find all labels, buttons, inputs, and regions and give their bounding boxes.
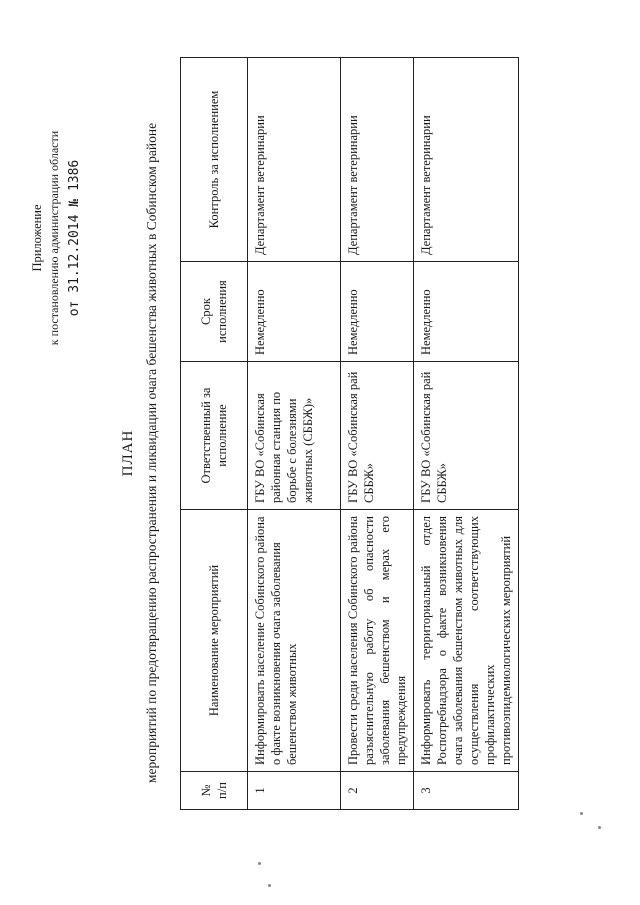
cell-name: Информировать население Собинского района о факте возникновения очага заболевания бешенством животных [248, 510, 341, 772]
header-responsible: Ответственный за исполнение [181, 362, 248, 510]
cell-num: 2 [341, 772, 414, 810]
cell-term: Немедленно [341, 262, 414, 362]
cell-term: Немедленно [248, 262, 341, 362]
cell-name: Информировать территориальный отдел Роспотребнадзора о факте возникновения очага заболевания бешенством животных для осуществления соответствующих профилактических противоэпидемиологических мероприятий [414, 510, 519, 772]
table-row [414, 58, 519, 810]
header-term: Срок исполнения [181, 262, 248, 362]
cell-control: Департамент ветеринарии [341, 58, 414, 262]
cell-num: 1 [248, 772, 341, 810]
cell-responsible: ГБУ ВО «Собинская рай СББЖ» [414, 362, 519, 510]
plan-title: ПЛАН [120, 429, 136, 477]
cell-control: Департамент ветеринарии [248, 58, 341, 262]
scan-speck [258, 862, 261, 865]
scan-speck [598, 826, 601, 829]
plan-subtitle: мероприятий по предотвращению распространения и ликвидации очага бешенства животных в Собинском районе [144, 122, 159, 784]
scan-speck [580, 812, 583, 815]
scan-speck [268, 884, 271, 887]
table-row [248, 58, 341, 810]
appendix-decree-line: к постановлению администрации области [47, 130, 62, 346]
cell-term: Немедленно [414, 262, 519, 362]
appendix-title: Приложение [30, 204, 44, 272]
cell-responsible: ГБУ ВО «Собинская рай СББЖ» [341, 362, 414, 510]
cell-num: 3 [414, 772, 519, 810]
appendix-date-line: от 31.12.2014 № 1386 [66, 159, 82, 317]
cell-responsible: ГБУ ВО «Собинская районная станция по борьбе с болезнями животных (СББЖ)» [248, 362, 341, 510]
header-control: Контроль за исполнением [181, 58, 248, 262]
cell-control: Департамент ветеринарии [414, 58, 519, 262]
table-header-row [181, 58, 248, 810]
plan-table [180, 57, 519, 810]
header-num: № п/п [181, 772, 248, 810]
cell-name: Провести среди населения Собинского района разъяснительную работу об опасности заболевания бешенством и мерах его предупреждения [341, 510, 414, 772]
appendix-block [28, 108, 84, 368]
table-row [341, 58, 414, 810]
rotated-document-sheet [8, 8, 628, 898]
header-name: Наименование мероприятий [181, 510, 248, 772]
